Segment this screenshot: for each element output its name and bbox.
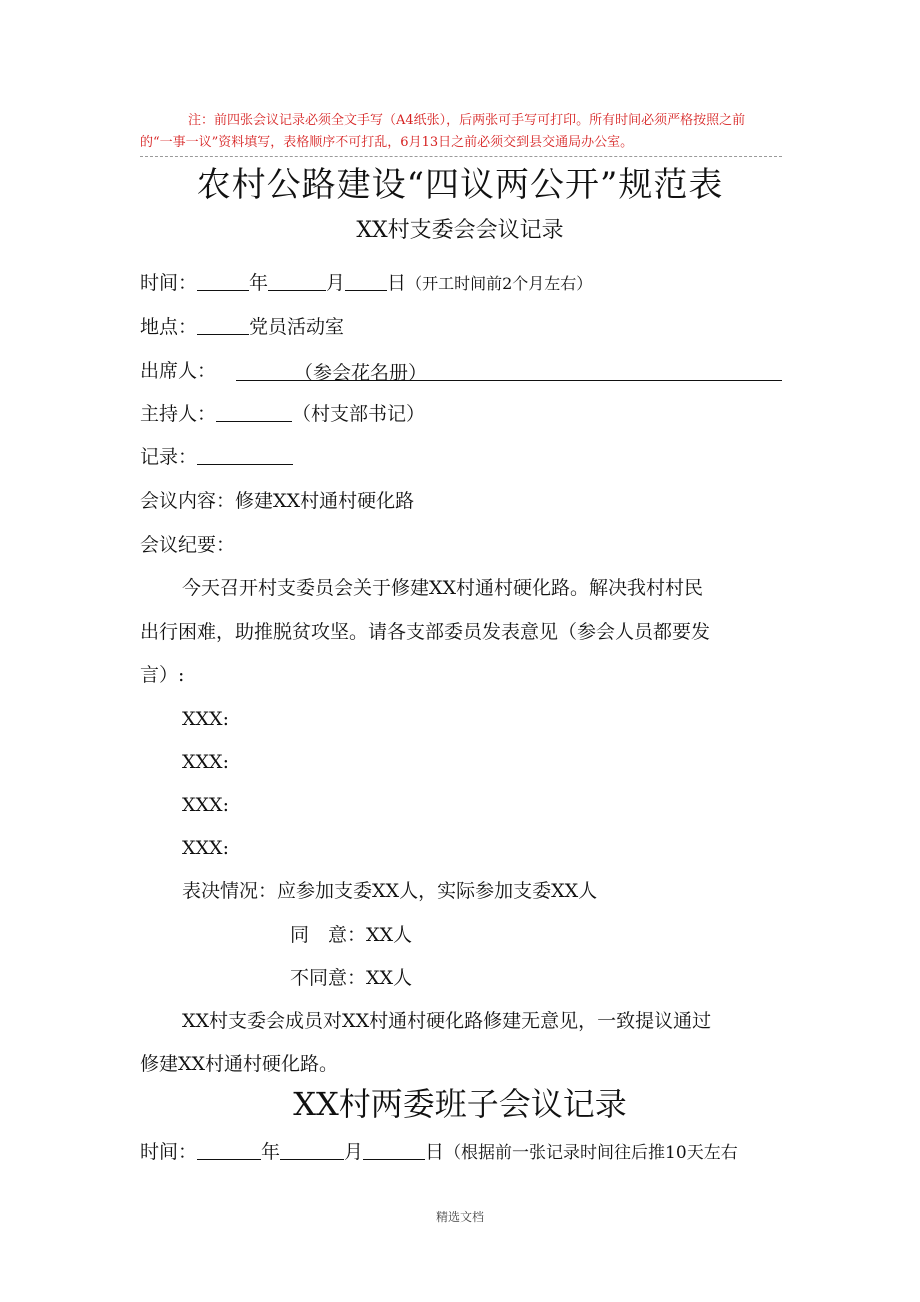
- section-2-time-note: （根据前一张记录时间往后推10天左右: [444, 1143, 738, 1163]
- summary-label: 会议纪要：: [140, 534, 236, 556]
- place-blank[interactable]: [197, 312, 249, 335]
- recorder-blank[interactable]: [197, 442, 293, 465]
- document-title: 农村公路建设“四议两公开”规范表: [196, 165, 724, 205]
- vote-row: [182, 876, 597, 906]
- section-2-year-label: 年: [261, 1141, 281, 1163]
- footer-text: 精选文档: [435, 1210, 484, 1224]
- attendees-row: [140, 356, 782, 386]
- vote-disagree: 不同意：XX人: [290, 967, 413, 989]
- speaker-2: XXX:: [182, 751, 229, 773]
- time-row: [140, 268, 592, 299]
- recorder-label: 记录：: [140, 446, 198, 468]
- month-blank[interactable]: [268, 268, 326, 291]
- paragraph-1-line-3: 言）:: [140, 664, 185, 686]
- vote-text: 应参加支委XX人，实际参加支委XX人: [277, 880, 598, 902]
- time-label: 时间：: [140, 272, 198, 294]
- document-subtitle: XX村支委会会议记录: [356, 218, 564, 243]
- vote-agree: 同 意：XX人: [290, 924, 413, 946]
- recorder-row: [140, 442, 293, 472]
- paragraph-1-line-1: 今天召开村支委员会关于修建XX村通村硬化路。解决我村村民: [182, 577, 704, 599]
- paragraph-2-line-2: 修建XX村通村硬化路。: [140, 1053, 339, 1075]
- section-2-month-label: 月: [344, 1141, 364, 1163]
- month-label: 月: [326, 272, 346, 294]
- notice-line-1: 注：前四张会议记录必须全文手写（A4纸张），后两张可手写可打印。所有时间必须严格按照之前: [188, 113, 746, 128]
- content-row: [140, 486, 414, 516]
- time-note: （开工时间前2个月左右）: [406, 274, 593, 293]
- paragraph-1-line-2: 出行困难，助推脱贫攻坚。请各支部委员发表意见（参会人员都要发: [140, 621, 711, 643]
- content-value: 修建XX村通村硬化路: [235, 490, 415, 512]
- paragraph-2-line-1: XX村支委会成员对XX村通村硬化路修建无意见，一致提议通过: [182, 1010, 712, 1032]
- host-value: （村支部书记）: [292, 403, 426, 425]
- section-2-time-label: 时间：: [140, 1141, 198, 1163]
- host-row: [140, 399, 425, 429]
- red-notice: [140, 110, 782, 157]
- section-2-day-blank[interactable]: [363, 1137, 425, 1160]
- section-2-time-row: [140, 1137, 738, 1168]
- speaker-1: XXX:: [182, 708, 229, 730]
- attendees-blank[interactable]: [236, 358, 782, 384]
- section-2-title: XX村两委班子会议记录: [293, 1085, 627, 1123]
- day-label: 日: [387, 272, 407, 294]
- speaker-4: XXX:: [182, 837, 229, 859]
- place-row: [140, 312, 344, 342]
- attendees-label: 出席人：: [140, 360, 217, 382]
- speaker-3: XXX:: [182, 794, 229, 816]
- vote-label: 表决情况：: [182, 880, 278, 902]
- day-blank[interactable]: [345, 268, 387, 291]
- attendees-value: （参会花名册）: [294, 362, 428, 384]
- year-blank[interactable]: [197, 268, 249, 291]
- section-2-month-blank[interactable]: [280, 1137, 344, 1160]
- notice-line-2: 的“一事一议”资料填写，表格顺序不可打乱，6月13日之前必须交到县交通局办公室。: [140, 135, 634, 150]
- host-blank[interactable]: [216, 399, 292, 422]
- section-2-day-label: 日: [425, 1141, 445, 1163]
- place-label: 地点：: [140, 316, 198, 338]
- year-label: 年: [249, 272, 269, 294]
- host-label: 主持人：: [140, 403, 217, 425]
- content-label: 会议内容：: [140, 490, 236, 512]
- section-2-year-blank[interactable]: [197, 1137, 261, 1160]
- place-value: 党员活动室: [249, 316, 345, 338]
